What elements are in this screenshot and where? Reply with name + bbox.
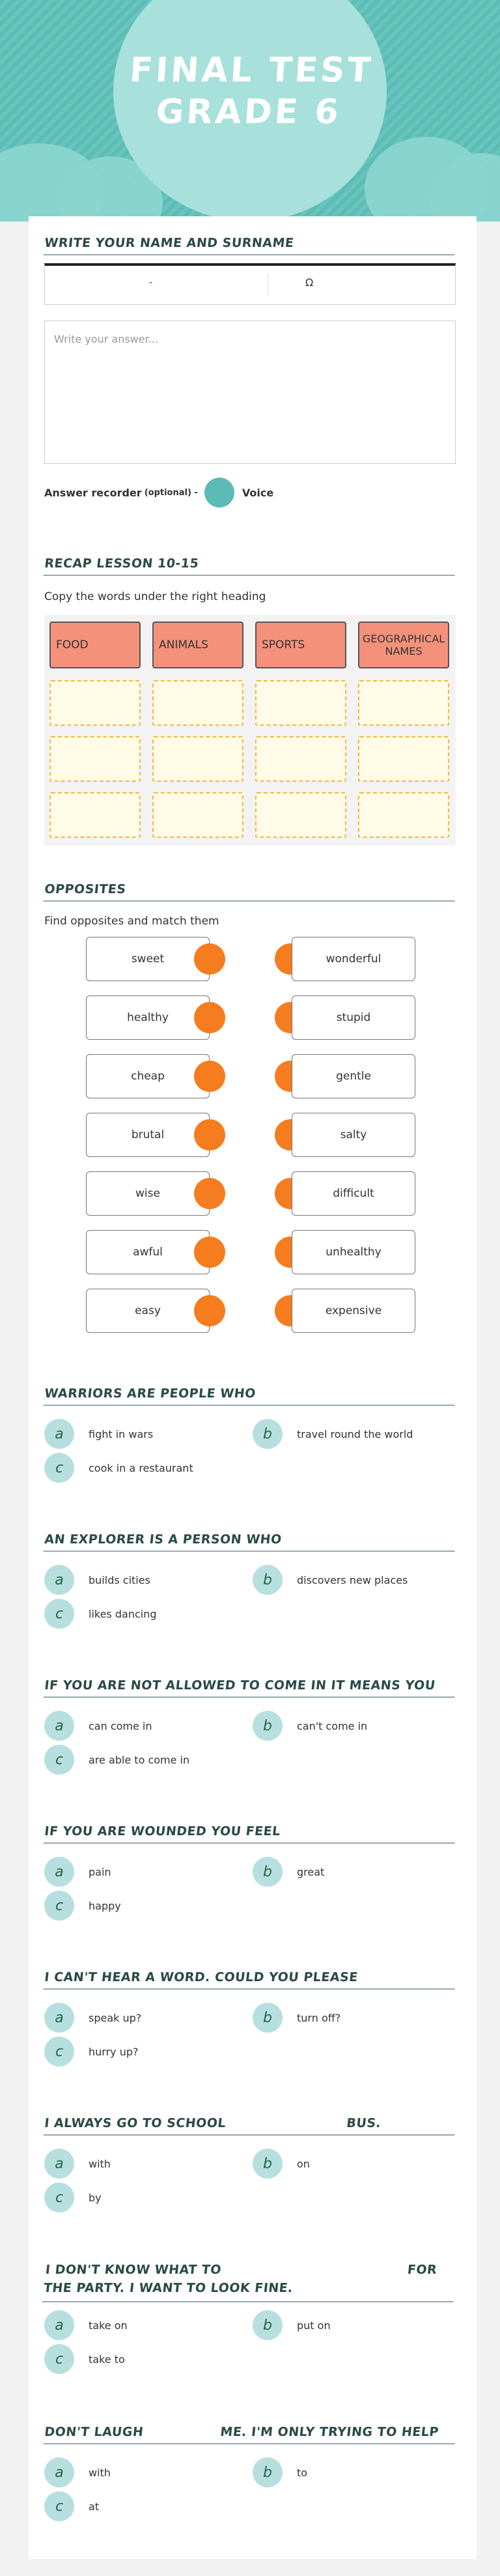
question-title: WRITE YOUR NAME AND SURNAME <box>43 236 456 255</box>
header-banner <box>0 0 500 222</box>
option-b[interactable] <box>253 1857 324 1887</box>
title-line-1: FINAL TEST <box>128 51 375 90</box>
match-left-connector[interactable] <box>194 1237 225 1268</box>
match-right-item[interactable]: gentle <box>292 1054 415 1098</box>
match-left-connector[interactable] <box>194 1061 225 1092</box>
match-left-connector[interactable] <box>194 943 225 975</box>
match-right-item[interactable]: salty <box>292 1113 415 1157</box>
page-title <box>126 50 375 133</box>
drop-zone[interactable] <box>358 792 449 838</box>
option-badge: a <box>44 2310 74 2340</box>
question-instruction: Copy the words under the right heading <box>44 590 266 603</box>
option-label: to <box>297 2466 308 2479</box>
option-a[interactable] <box>44 2149 111 2179</box>
option-badge: c <box>44 1745 74 1775</box>
option-badge: a <box>44 1857 74 1887</box>
voice-record-button[interactable] <box>204 478 234 508</box>
question-text-tail: BUS. <box>346 2116 382 2130</box>
option-label: at <box>89 2500 100 2513</box>
option-label: cook in a restaurant <box>89 1461 193 1474</box>
option-badge: b <box>253 1419 283 1449</box>
option-label: with <box>89 2466 111 2479</box>
drop-zone[interactable] <box>152 736 243 782</box>
match-left-connector[interactable] <box>194 1178 225 1209</box>
question-text: I ALWAYS GO TO SCHOOL <box>44 2116 227 2130</box>
category-heading-geographical-names: GEOGRAPHICAL NAMES <box>358 622 449 668</box>
option-label: fight in wars <box>89 1427 154 1440</box>
option-a[interactable] <box>44 1565 150 1595</box>
drop-zone[interactable] <box>152 792 243 838</box>
option-label: are able to come in <box>89 1753 190 1766</box>
option-b[interactable] <box>253 2310 331 2340</box>
option-label: builds cities <box>89 1573 150 1586</box>
option-b[interactable] <box>253 2149 310 2179</box>
option-label: likes dancing <box>89 1607 157 1620</box>
drop-zone[interactable] <box>358 680 449 726</box>
option-c[interactable] <box>44 1453 193 1483</box>
question-text-line-2: THE PARTY. I WANT TO LOOK FINE. <box>42 2281 294 2295</box>
option-badge: a <box>44 1565 74 1595</box>
option-b[interactable] <box>253 1565 408 1595</box>
question-title <box>43 2116 456 2136</box>
option-badge: b <box>253 1711 283 1741</box>
question-text-tail: ME. I'M ONLY TRYING TO HELP <box>219 2425 439 2439</box>
option-label: happy <box>89 1899 121 1912</box>
match-left-item[interactable]: brutal <box>86 1113 210 1157</box>
question-title: I CAN'T HEAR A WORD. COULD YOU PLEASE <box>43 1970 456 1990</box>
question-title: RECAP LESSON 10-15 <box>43 556 456 576</box>
worksheet-card <box>29 216 477 2559</box>
question-instruction: Find opposites and match them <box>44 915 219 928</box>
option-label: turn off? <box>297 2011 341 2024</box>
option-badge: a <box>44 2003 74 2033</box>
option-label: pain <box>89 1865 111 1878</box>
option-badge: b <box>253 2310 283 2340</box>
drop-zone[interactable] <box>255 792 346 838</box>
option-label: take on <box>89 2319 128 2332</box>
question-title: IF YOU ARE WOUNDED YOU FEEL <box>43 1824 456 1844</box>
drop-zone[interactable] <box>49 680 141 726</box>
editor-toolbar <box>44 263 456 305</box>
option-a[interactable] <box>44 2003 141 2033</box>
option-badge: a <box>44 2457 74 2487</box>
option-badge: c <box>44 1453 74 1483</box>
match-left-item[interactable]: awful <box>86 1230 210 1274</box>
option-b[interactable] <box>253 1711 367 1741</box>
drop-zone[interactable] <box>49 792 141 838</box>
option-a[interactable] <box>44 1711 152 1741</box>
match-left-item[interactable]: healthy <box>86 995 210 1040</box>
option-c[interactable] <box>44 1599 157 1629</box>
option-a[interactable] <box>44 1857 111 1887</box>
question-title: AN EXPLORER IS A PERSON WHO <box>43 1532 456 1552</box>
option-label: on <box>297 2157 310 2170</box>
option-label: great <box>297 1865 325 1878</box>
recorder-optional: (optional) - <box>144 487 198 498</box>
voice-label: Voice <box>242 486 274 499</box>
option-label: take to <box>89 2353 125 2366</box>
option-badge: c <box>44 2344 74 2374</box>
answer-textarea[interactable]: Write your answer... <box>44 321 456 464</box>
option-c[interactable] <box>44 1891 121 1921</box>
option-label: with <box>89 2157 111 2170</box>
match-right-item[interactable]: expensive <box>292 1289 415 1333</box>
recorder-label: Answer recorder <box>44 486 142 499</box>
question-text: I DON'T KNOW WHAT TO <box>44 2263 223 2277</box>
match-left-item[interactable]: cheap <box>86 1054 210 1098</box>
option-badge: a <box>44 2149 74 2179</box>
match-right-item[interactable]: wonderful <box>292 937 415 981</box>
match-left-item[interactable]: wise <box>86 1171 210 1216</box>
answer-recorder <box>44 477 273 508</box>
match-right-item[interactable]: stupid <box>292 995 415 1040</box>
option-c[interactable] <box>44 2037 139 2067</box>
option-badge: b <box>253 2149 283 2179</box>
option-badge: c <box>44 2037 74 2067</box>
option-a[interactable] <box>44 1419 153 1449</box>
question-title: IF YOU ARE NOT ALLOWED TO COME IN IT MEANS YOU <box>43 1678 456 1698</box>
match-left-connector[interactable] <box>194 1002 225 1033</box>
option-c[interactable] <box>44 2182 102 2212</box>
category-heading-animals: ANIMALS <box>152 622 243 668</box>
question-text: DON'T LAUGH <box>44 2425 145 2439</box>
option-b[interactable] <box>253 1419 413 1449</box>
option-b[interactable] <box>253 2003 340 2033</box>
omega-symbol-button[interactable]: Ω <box>305 276 314 289</box>
category-heading-sports: SPORTS <box>255 622 346 668</box>
option-badge: a <box>44 1711 74 1741</box>
option-label: put on <box>297 2319 331 2332</box>
match-right-item[interactable]: unhealthy <box>292 1230 415 1274</box>
option-badge: c <box>44 1599 74 1629</box>
drop-zone[interactable] <box>152 680 243 726</box>
option-badge: b <box>253 1857 283 1887</box>
option-c[interactable] <box>44 2344 125 2374</box>
option-badge: c <box>44 1891 74 1921</box>
title-line-2: GRADE 6 <box>154 93 342 132</box>
option-c[interactable] <box>44 1745 189 1775</box>
question-title: OPPOSITES <box>43 882 456 902</box>
toolbar-dash-button[interactable]: - <box>149 278 153 288</box>
drop-zone[interactable] <box>49 736 141 782</box>
drop-zone[interactable] <box>255 680 346 726</box>
match-left-item[interactable]: easy <box>86 1289 210 1333</box>
question-title <box>43 2425 456 2444</box>
option-a[interactable] <box>44 2310 128 2340</box>
sorting-grid <box>44 615 456 846</box>
option-label: can't come in <box>297 1719 368 1732</box>
option-label: discovers new places <box>297 1573 408 1586</box>
option-label: by <box>89 2191 102 2204</box>
category-heading-food: FOOD <box>49 622 141 668</box>
question-title: WARRIORS ARE PEOPLE WHO <box>43 1386 456 1406</box>
question-text-tail: FOR <box>406 2263 438 2277</box>
match-right-item[interactable]: difficult <box>292 1171 415 1216</box>
option-badge: b <box>253 1565 283 1595</box>
match-left-item[interactable]: sweet <box>86 937 210 981</box>
option-badge: a <box>44 1419 74 1449</box>
option-label: can come in <box>89 1719 152 1732</box>
drop-zone[interactable] <box>255 736 346 782</box>
match-left-connector[interactable] <box>194 1119 225 1151</box>
option-badge: c <box>44 2182 74 2212</box>
option-b[interactable] <box>253 2457 307 2487</box>
option-label: hurry up? <box>89 2045 139 2058</box>
option-label: speak up? <box>89 2011 142 2024</box>
option-label: travel round the world <box>297 1427 413 1440</box>
option-badge: c <box>44 2491 74 2521</box>
option-c[interactable] <box>44 2491 99 2521</box>
option-badge: b <box>253 2457 283 2487</box>
question-title <box>42 2261 458 2302</box>
match-left-connector[interactable] <box>194 1295 225 1326</box>
drop-zone[interactable] <box>358 736 449 782</box>
option-a[interactable] <box>44 2457 111 2487</box>
option-badge: b <box>253 2003 283 2033</box>
